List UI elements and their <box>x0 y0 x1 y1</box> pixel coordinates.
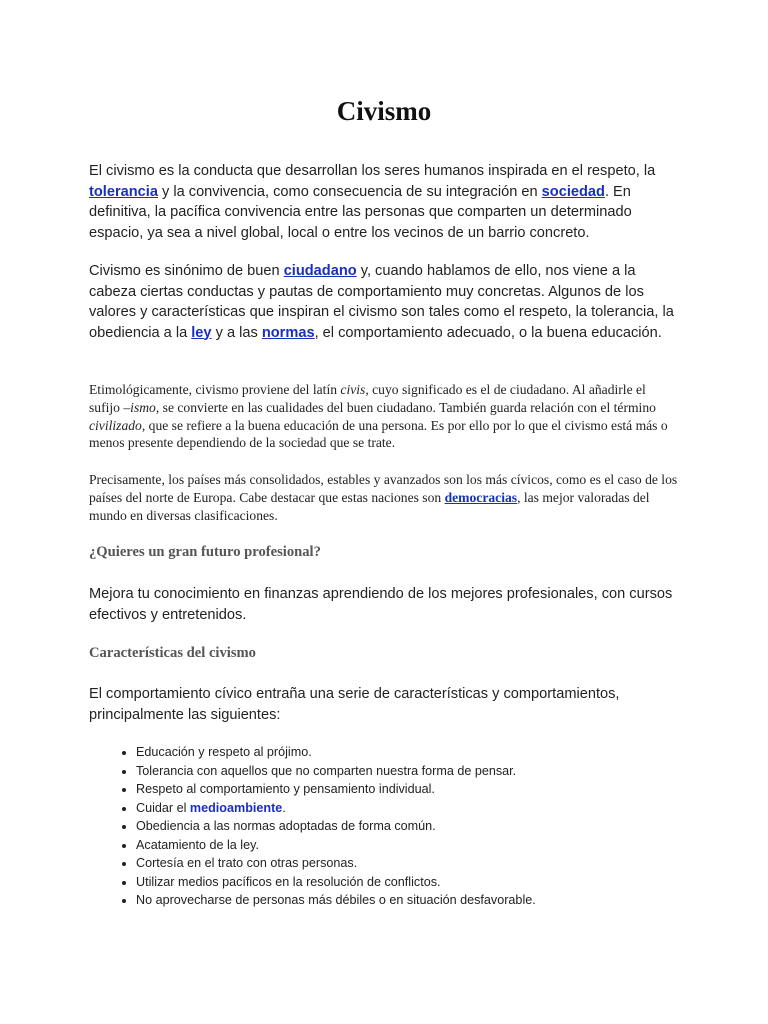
link-tolerancia[interactable]: tolerancia <box>89 183 158 200</box>
intro-text-2: y la convivencia, como consecuencia de su integración en <box>157 183 542 200</box>
characteristics-list <box>107 743 696 910</box>
list-item-text: Cuidar el <box>136 800 190 815</box>
list-item: • Utilizar medios pacíficos en la resolución de conflictos. <box>136 873 696 892</box>
list-item: • Acatamiento de la ley. <box>136 836 696 855</box>
intro-text-1: El civismo es la conducta que desarrollan los seres humanos inspirada en el respeto, la <box>89 163 656 179</box>
etymology-text-2: , cuyo significado es el de ciudadano. Al añadirle el sufijo <box>89 382 646 415</box>
list-item: • Cortesía en el trato con otras personas. <box>136 854 696 873</box>
etymology-paragraph <box>89 381 679 452</box>
synonym-text-2: y, cuando hablamos de ello, nos viene a la cabeza ciertas conductas y pautas de comportamiento muy concretas. Algunos de los valores y características que inspiran el civismo son tales como el respeto, la tolerancia, la obediencia a la <box>89 263 674 341</box>
countries-text-2: , las mejor valoradas del mundo en diversas clasificaciones. <box>89 489 650 523</box>
countries-paragraph <box>89 471 679 524</box>
intro-text-3: . En definitiva, la pacífica convivencia entre las personas que comparten un determinado espacio, ya sea a nivel global, local o entre los vecinos de un barrio concreto. <box>89 183 632 241</box>
intro-paragraph <box>89 161 674 243</box>
etymology-text-1: Etimológicamente, civismo proviene del latín <box>89 382 341 397</box>
list-item: • No aprovecharse de personas más débiles o en situación desfavorable. <box>136 891 696 910</box>
link-normas[interactable]: normas <box>261 324 315 341</box>
etymology-text-3: , se convierte en las cualidades del buen ciudadano. También guarda relación con el término <box>155 399 656 415</box>
characteristics-intro: El comportamiento cívico entraña una serie de características y comportamientos, principalmente las siguientes: <box>89 686 620 723</box>
synonym-text-1: Civismo es sinónimo de buen <box>89 263 284 279</box>
link-ley[interactable]: ley <box>191 324 212 341</box>
countries-text-1: Precisamente, los países más consolidados, estables y avanzados son los más cívicos, como es el caso de los países del norte de Europa. Cabe destacar que estas naciones son <box>89 472 678 505</box>
list-item <box>136 799 696 818</box>
synonym-paragraph <box>89 261 674 343</box>
link-medioambiente[interactable]: medioambiente <box>189 800 283 815</box>
page-title: Civismo <box>336 96 432 126</box>
characteristics-heading: Características del civismo <box>89 645 256 661</box>
etymology-term-ismo: –ismo <box>123 399 156 415</box>
link-democracias[interactable]: democracias <box>444 489 518 505</box>
etymology-text-4: , que se refiere a la buena educación de una persona. Es por ello por lo que el civismo está más o menos presente dependiendo de la sociedad que se trate. <box>89 417 668 451</box>
link-sociedad[interactable]: sociedad <box>541 183 605 200</box>
etymology-term-civilizado: civilizado <box>89 417 142 433</box>
future-heading: ¿Quieres un gran futuro profesional? <box>89 544 321 560</box>
synonym-text-3: y a las <box>211 324 262 341</box>
list-item: • Respeto al comportamiento y pensamiento individual. <box>136 780 696 799</box>
etymology-term-civis: civis <box>340 382 366 397</box>
link-ciudadano[interactable]: ciudadano <box>283 263 357 279</box>
list-item: • Educación y respeto al prójimo. <box>136 743 696 762</box>
synonym-text-4: , el comportamiento adecuado, o la buena educación. <box>314 324 662 341</box>
list-item: • Tolerancia con aquellos que no comparten nuestra forma de pensar. <box>136 762 696 781</box>
finance-paragraph: Mejora tu conocimiento en finanzas aprendiendo de los mejores profesionales, con cursos efectivos y entretenidos. <box>89 586 673 623</box>
list-item-text-end: . <box>282 800 286 815</box>
list-item: • Obediencia a las normas adoptadas de forma común. <box>136 817 696 836</box>
